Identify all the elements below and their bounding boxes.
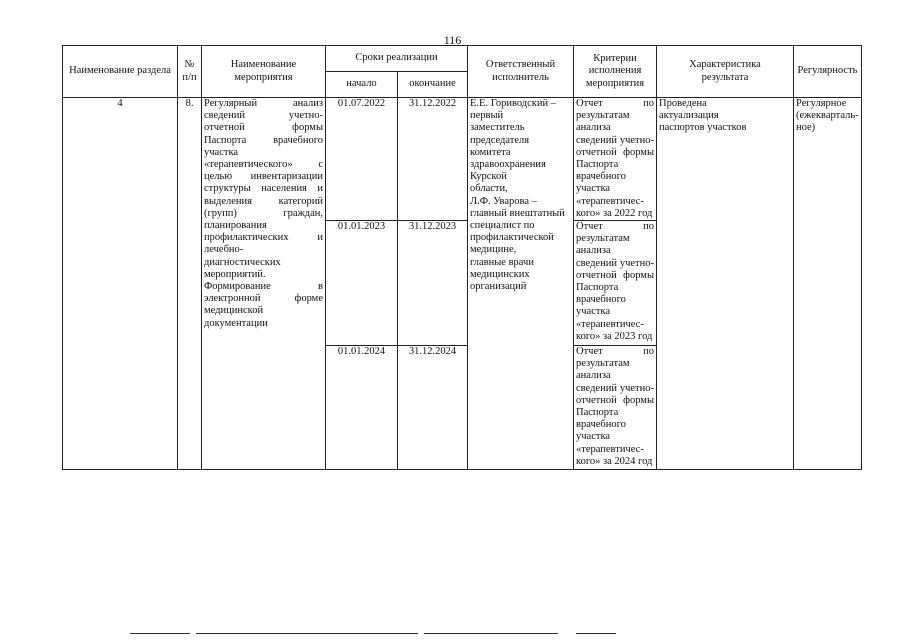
cell-end-2: 31.12.2023: [398, 221, 468, 346]
header-event-name: Наименование мероприятия: [202, 46, 326, 98]
header-regularity: Регулярность: [794, 46, 862, 98]
header-criteria: Критерии исполнения мероприятия: [574, 46, 657, 98]
header-responsible: Ответственный исполнитель: [468, 46, 574, 98]
cell-responsible: Е.Е. Гориводский – первый заместитель председателя комитета здравоохранения Курской области, Л.Ф. Уварова – главный внештатный специалист по профилактической медицине, главные врачи медицинских организаций: [468, 98, 574, 470]
header-section-name: Наименование раздела: [63, 46, 178, 98]
cell-end-3: 31.12.2024: [398, 346, 468, 470]
scan-edge-line-3: [424, 633, 558, 634]
header-number: № п/п: [178, 46, 202, 98]
scan-edge-line-2: [196, 633, 418, 634]
cell-criteria-1: Отчет по результатам анализа сведений учетно- отчетной формы Паспорта врачебного участка «терапевтичес- кого» за 2022 год: [574, 98, 657, 221]
cell-criteria-2: Отчет по результатам анализа сведений учетно- отчетной формы Паспорта врачебного участка «терапевтичес- кого» за 2023 год: [574, 221, 657, 346]
cell-criteria-3: Отчет по результатам анализа сведений учетно- отчетной формы Паспорта врачебного участка «терапевтичес- кого» за 2024 год: [574, 346, 657, 470]
scan-edge-line-4: [576, 633, 616, 634]
cell-start-3: 01.01.2024: [326, 346, 398, 470]
cell-regularity: Регулярное (ежекварталь- ное): [794, 98, 862, 470]
cell-section: 4: [63, 98, 178, 470]
cell-event: Регулярный анализ сведений учетно- отчетной формы Паспорта врачебного участка «терапевтического» с целью инвентаризации структуры населения и выделения категорий (групп) граждан, планирования профилактических и лечебно- диагностических мероприятий. Формирование в электронной форме медицинской документации: [202, 98, 326, 470]
page-number: 116: [443, 33, 462, 47]
cell-end-1: 31.12.2022: [398, 98, 468, 221]
header-end: окончание: [398, 72, 468, 98]
cell-start-2: 01.01.2023: [326, 221, 398, 346]
cell-number: 8.: [178, 98, 202, 470]
scan-edge-line-1: [130, 633, 190, 634]
plan-table: [62, 45, 862, 470]
header-terms: Сроки реализации: [326, 46, 468, 72]
cell-start-1: 01.07.2022: [326, 98, 398, 221]
cell-result: Проведена актуализация паспортов участков: [657, 98, 794, 470]
header-result-characteristic: Характеристика результата: [657, 46, 794, 98]
header-start: начало: [326, 72, 398, 98]
